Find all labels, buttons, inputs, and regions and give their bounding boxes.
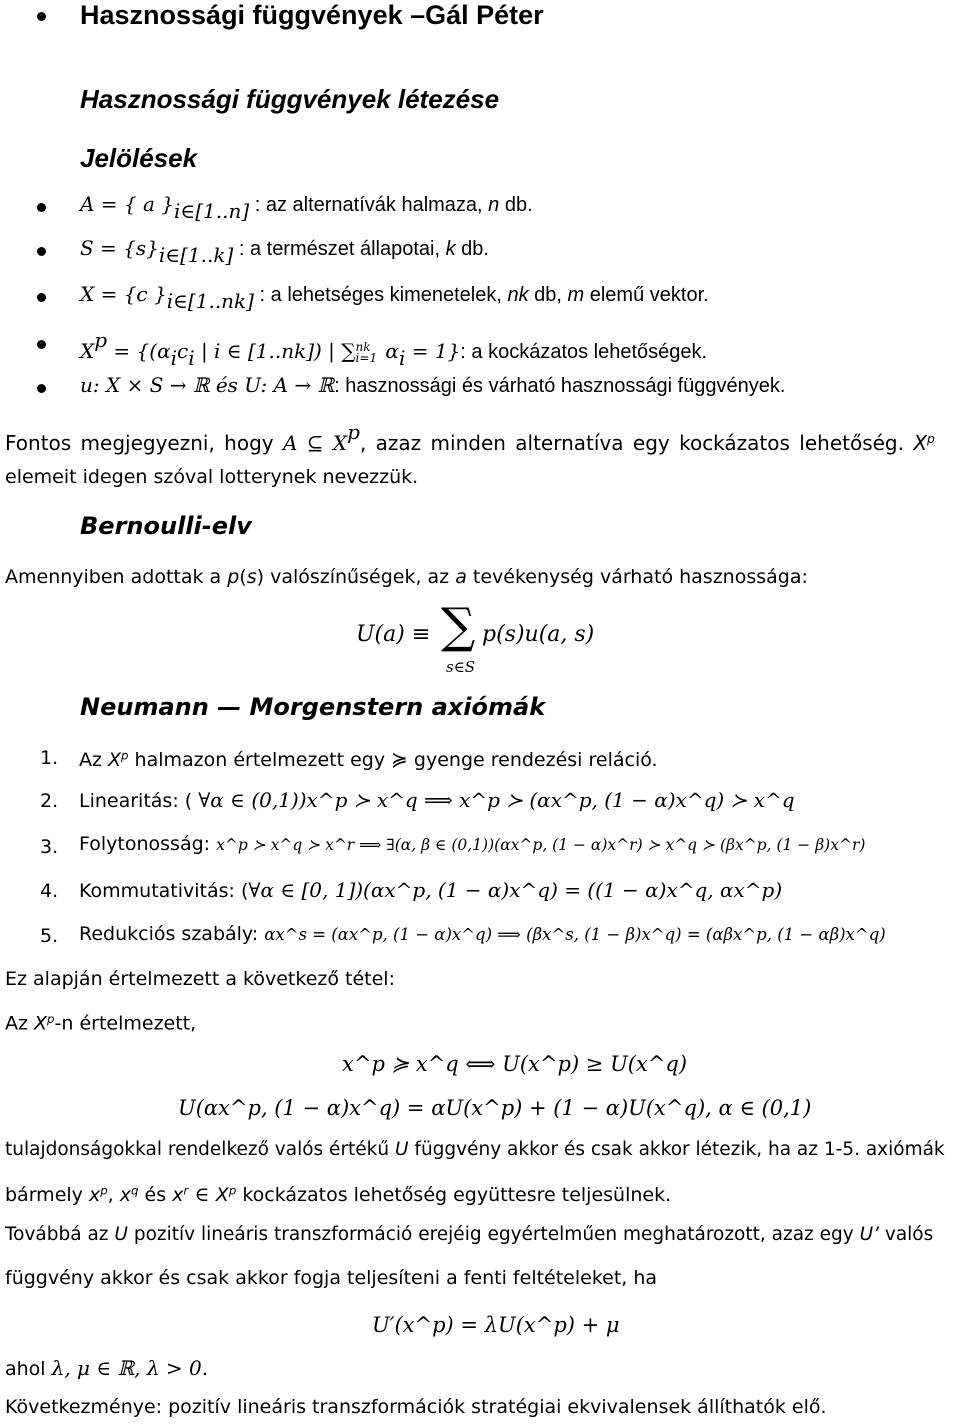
notation-outcomes: X = {c }$_{i\in[1..nk]}$ : a lehetséges kimenetelek, nk db, m elemű vektor. [80,282,709,313]
heading-neumann: Neumann — Morgenstern axiómák [80,693,546,721]
axiom-3-number: 3. [40,836,59,858]
axiom-4: Kommutativitás: (∀α ∈ [0, 1])(αx^p, (1 − α)x^q) = ((1 − α)x^q, αx^p) [79,878,783,902]
axiom-3: Folytonosság: x^p ≻ x^q ≻ x^r ⟹ ∃(α, β ∈ (0,1))(αx^p, (1 − α)x^r) ≻ x^q ≻ (βx^p, (1 − β)x^r) [79,833,866,855]
notation-states: $S = \{s\}_{i\in[1..k]}$ : a természet állapotai, k db. [80,236,489,267]
axiom-5-formula: αx^s = (αx^p, (1 − α)x^q) ⟹ (βx^s, (1 − β)x^q) = (αβx^p, (1 − αβ)x^q) [264,925,886,944]
heading-existence: Hasznossági függvények létezése [80,84,500,114]
axiom-2-formula: ∀α ∈ (0,1))x^p ≻ x^q ⟹ x^p ≻ (αx^p, (1 − α)x^q) ≻ x^q [198,788,795,812]
axiom-1: Az $X^p$ halmazon értelmezett egy ≽ gyenge rendezési reláció. [79,747,658,771]
paragraph-where: ahol λ, μ ∈ ℝ, λ > 0. [5,1356,209,1380]
paragraph-subset: Fontos megjegyezni, hogy A ⊆ $X^p$, azaz minden alternatíva egy kockázatos lehetőség. $X^p$ [5,420,935,455]
axiom-2: Linearitás: ( ∀α ∈ (0,1))x^p ≻ x^q ⟹ x^p ≻ (αx^p, (1 − α)x^q) ≻ x^q [79,788,795,812]
heading-bernoulli: Bernoulli-elv [80,512,252,540]
axiom-1-number: 1. [40,747,59,769]
paragraph-bernoulli: Amennyiben adottak a p(s) valószínűségek, az a tevékenység várható hasznossága: [5,566,808,588]
axiom-5: Redukciós szabály: αx^s = (αx^p, (1 − α)x^q) ⟹ (βx^s, (1 − β)x^q) = (αβx^p, (1 − αβ)x^q) [79,923,886,945]
bullet-5 [37,384,46,393]
sum-symbol: ∑ [441,598,476,654]
formula-order-equivalence: x^p ≽ x^q ⟺ U(x^p) ≥ U(x^q) [342,1052,688,1076]
bullet-3 [37,293,46,302]
paragraph-any: bármely $x^p$, $x^q$ és $x^r$ ∈ $X^p$ kockázatos lehetőség együttesre teljesülnek. [5,1182,672,1206]
bullet-2 [37,247,46,256]
notation-lotteries: $X^p = \{(\alpha_ic_i$ | i ∈ [1..nk]) | ∑nk i=1 $\alpha_i = 1$}: a kockázatos lehetőségek. [80,328,708,370]
page-title: Hasznossági függvények –Gál Péter [80,0,544,30]
paragraph-theorem: Ez alapján értelmezett a következő tétel: [5,968,395,990]
paragraph-condition: függvény akkor és csak akkor fogja teljesíteni a fenti feltételeket, ha [5,1267,658,1289]
paragraph-consequence: Következménye: pozitív lineáris transzformációk stratégiai ekvivalensek állíthatók elő. [5,1396,827,1418]
heading-notation: Jelölések [80,143,198,173]
axiom-4-formula: ∀α ∈ [0, 1])(αx^p, (1 − α)x^q) = ((1 − α)x^q, αx^p) [248,878,783,902]
axiom-2-number: 2. [40,790,59,812]
notation-alternatives: A = { a }$_{i\in[1..n]}$ : az alternatívák halmaza, n db. [80,192,533,223]
formula-linearity: U(αx^p, (1 − α)x^q) = αU(x^p) + (1 − α)U(x^q), α ∈ (0,1) [178,1096,812,1120]
sum-index: s∈S [446,658,476,676]
bullet-1 [37,203,46,212]
axiom-5-number: 5. [40,925,59,947]
expected-utility-left: U(a) ≡ [356,622,431,647]
notation-utility: u: X × S → ℝ és U: A → ℝ: hasznossági és várható hasznossági függvények. [80,373,786,397]
axiom-3-formula: x^p ≻ x^q ≻ x^r ⟹ ∃(α, β ∈ (0,1))(αx^p, (1 − α)x^r) ≻ x^q ≻ (βx^p, (1 − β)x^r) [216,836,866,854]
paragraph-lottery: elemeit idegen szóval lotterynek nevezzük. [5,466,419,488]
paragraph-existence: tulajdonságokkal rendelkező valós értékű U függvény akkor és csak akkor létezik, ha az 1-5. axiómák [5,1139,945,1160]
bullet-4 [37,340,46,349]
axiom-4-number: 4. [40,880,59,902]
expected-utility-right: p(s)u(a, s) [482,622,595,647]
paragraph-domain: Az $X^p-n$ értelmezett, [5,1012,197,1035]
paragraph-uniqueness: Továbbá az U pozitív lineáris transzformáció erejéig egyértelműen meghatározott, azaz egy U’ valós [5,1224,934,1245]
formula-transformation: U′(x^p) = λU(x^p) + μ [372,1313,620,1337]
title-bullet [37,12,46,21]
